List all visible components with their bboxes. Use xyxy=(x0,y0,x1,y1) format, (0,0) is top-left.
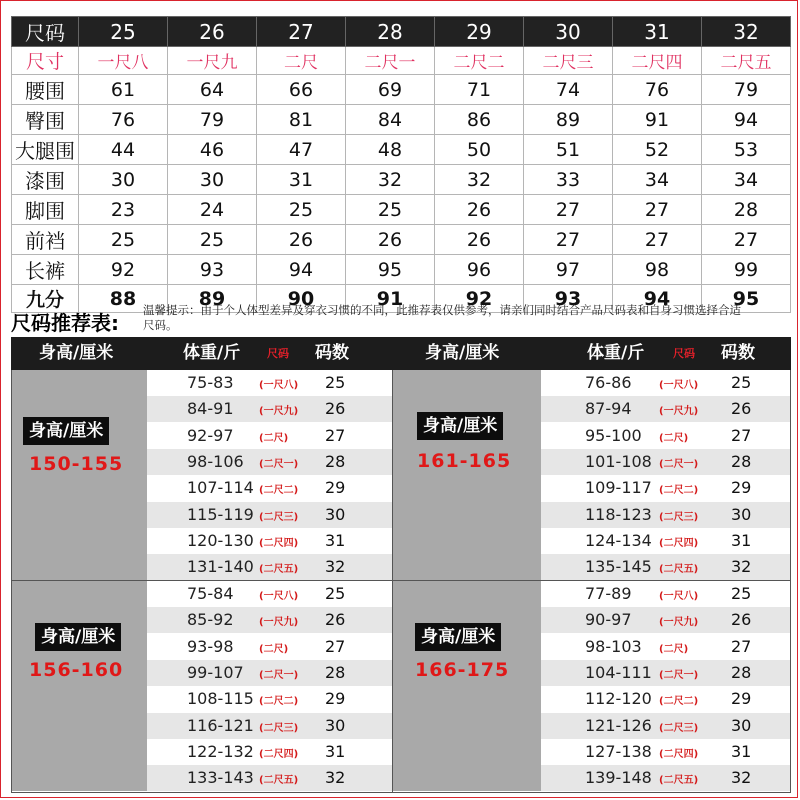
size-cn-row-label: 尺寸 xyxy=(12,47,79,75)
size-code: 27 xyxy=(731,425,752,445)
size-header-row-cell: 30 xyxy=(524,17,613,47)
weight-range: 120-130 xyxy=(187,530,254,550)
size-chinese: (一尺九) xyxy=(259,406,299,418)
recommend-row xyxy=(147,475,401,501)
size-row-cell: 26 xyxy=(346,225,435,255)
size-row-cell: 92 xyxy=(79,255,168,285)
size-row-cell: 25 xyxy=(257,195,346,225)
height-range: 150-155 xyxy=(29,453,124,475)
weight-range: 76-86 xyxy=(585,373,632,392)
weight-range: 122-132 xyxy=(187,741,254,761)
size-row-cell: 46 xyxy=(168,135,257,165)
size-cn-row-cell: 二尺一 xyxy=(346,47,435,75)
size-chinese: (二尺三) xyxy=(659,722,699,734)
size-row xyxy=(12,255,791,285)
size-table xyxy=(11,16,791,313)
size-chinese: (二尺四) xyxy=(659,537,699,549)
weight-range: 107-114 xyxy=(187,478,254,498)
size-row-cell: 94 xyxy=(702,105,791,135)
weight-range: 109-117 xyxy=(585,478,652,498)
size-row-cell: 84 xyxy=(346,105,435,135)
size-row xyxy=(12,195,791,225)
recommend-row xyxy=(147,449,401,475)
size-chinese: (一尺九) xyxy=(259,617,299,629)
weight-range: 104-111 xyxy=(585,662,652,682)
height-panel xyxy=(11,370,147,580)
size-chinese: (二尺一) xyxy=(659,458,699,470)
header-size-right: 尺码 xyxy=(673,347,695,360)
recommend-row xyxy=(147,528,401,554)
height-range: 166-175 xyxy=(415,659,510,681)
size-row-cell: 99 xyxy=(702,255,791,285)
recommend-row xyxy=(147,423,401,449)
size-row-label: 漆围 xyxy=(12,165,79,195)
size-code: 27 xyxy=(325,636,346,656)
height-panel xyxy=(393,370,541,580)
size-code: 25 xyxy=(325,584,346,603)
weight-range: 139-148 xyxy=(585,768,652,788)
height-group xyxy=(393,581,791,791)
header-code-right: 码数 xyxy=(721,343,755,363)
size-row-cell: 92 xyxy=(435,285,524,313)
size-row-cell: 26 xyxy=(435,195,524,225)
size-row-cell: 47 xyxy=(257,135,346,165)
size-row-cell: 30 xyxy=(168,165,257,195)
size-row-cell: 88 xyxy=(79,285,168,313)
size-header-row-cell: 27 xyxy=(257,17,346,47)
size-chinese: (二尺五) xyxy=(259,564,299,576)
size-row-cell: 69 xyxy=(346,75,435,105)
size-code: 25 xyxy=(731,373,752,392)
size-row-cell: 34 xyxy=(613,165,702,195)
height-tag: 身高/厘米 xyxy=(415,623,501,651)
size-row-cell: 25 xyxy=(79,225,168,255)
size-row-cell: 27 xyxy=(702,225,791,255)
height-tag: 身高/厘米 xyxy=(23,417,109,445)
size-chinese: (一尺九) xyxy=(659,617,699,629)
size-code: 28 xyxy=(731,451,752,471)
size-row-cell: 25 xyxy=(168,225,257,255)
right-border xyxy=(790,370,791,792)
recommend-row xyxy=(541,396,791,422)
size-row-cell: 93 xyxy=(524,285,613,313)
size-chinese: (二尺二) xyxy=(259,485,299,497)
height-group xyxy=(393,370,791,580)
size-chinese: (一尺九) xyxy=(659,406,699,418)
weight-range: 124-134 xyxy=(585,530,652,550)
weight-range: 92-97 xyxy=(187,425,234,445)
size-row-cell: 25 xyxy=(346,195,435,225)
size-row-cell: 32 xyxy=(435,165,524,195)
size-chinese: (二尺) xyxy=(659,432,689,444)
height-tag: 身高/厘米 xyxy=(417,412,503,440)
size-row-cell: 97 xyxy=(524,255,613,285)
size-cn-row-cell: 一尺九 xyxy=(168,47,257,75)
weight-range: 133-143 xyxy=(187,768,254,788)
weight-range: 99-107 xyxy=(187,662,244,682)
recommend-row xyxy=(541,686,791,712)
size-row-cell: 79 xyxy=(702,75,791,105)
weight-range: 121-126 xyxy=(585,715,652,735)
recommend-row xyxy=(541,502,791,528)
size-row-label: 前裆 xyxy=(12,225,79,255)
size-row-cell: 71 xyxy=(435,75,524,105)
height-range: 161-165 xyxy=(417,450,512,472)
size-row-cell: 86 xyxy=(435,105,524,135)
size-row-cell: 90 xyxy=(257,285,346,313)
header-weight-left: 体重/斤 xyxy=(183,343,241,363)
size-chinese: (一尺八) xyxy=(259,591,299,602)
size-row-label: 臀围 xyxy=(12,105,79,135)
size-code: 32 xyxy=(731,557,752,577)
weight-range: 115-119 xyxy=(187,504,254,524)
left-border xyxy=(11,370,12,792)
recommend-row xyxy=(541,634,791,660)
size-chinese: (二尺一) xyxy=(659,669,699,681)
recommend-row xyxy=(541,713,791,739)
recommend-row xyxy=(541,554,791,580)
size-header-row-cell: 26 xyxy=(168,17,257,47)
size-row-label: 长裤 xyxy=(12,255,79,285)
height-group xyxy=(11,370,401,580)
size-row-cell: 34 xyxy=(702,165,791,195)
size-row-label: 脚围 xyxy=(12,195,79,225)
size-code: 31 xyxy=(731,741,752,761)
weight-range: 135-145 xyxy=(585,557,652,577)
size-row-cell: 23 xyxy=(79,195,168,225)
recommend-row xyxy=(541,528,791,554)
size-row-label: 大腿围 xyxy=(12,135,79,165)
size-row-cell: 95 xyxy=(346,255,435,285)
weight-range: 95-100 xyxy=(585,425,642,445)
size-chinese: (二尺三) xyxy=(259,511,299,523)
size-header-row-cell: 31 xyxy=(613,17,702,47)
recommend-header xyxy=(11,337,791,370)
size-code: 32 xyxy=(731,768,752,788)
recommend-row xyxy=(541,739,791,765)
size-row-cell: 89 xyxy=(524,105,613,135)
size-row xyxy=(12,225,791,255)
weight-range: 98-103 xyxy=(585,636,642,656)
height-panel xyxy=(393,581,541,791)
size-chinese: (二尺) xyxy=(259,643,289,655)
weight-range: 93-98 xyxy=(187,636,234,656)
height-group xyxy=(11,581,401,791)
size-chinese: (一尺八) xyxy=(659,591,699,602)
recommend-table xyxy=(11,337,791,795)
weight-range: 75-84 xyxy=(187,584,234,603)
header-height-right: 身高/厘米 xyxy=(425,343,500,363)
size-row xyxy=(12,165,791,195)
size-row-cell: 32 xyxy=(346,165,435,195)
size-header-row-cell: 25 xyxy=(79,17,168,47)
size-code: 32 xyxy=(325,768,346,788)
recommend-row xyxy=(541,765,791,791)
size-code: 27 xyxy=(731,636,752,656)
center-divider xyxy=(392,370,393,792)
size-cn-row-cell: 一尺八 xyxy=(79,47,168,75)
size-row-cell: 94 xyxy=(613,285,702,313)
size-row-cell: 44 xyxy=(79,135,168,165)
size-row-cell: 30 xyxy=(79,165,168,195)
size-code: 25 xyxy=(325,373,346,392)
size-code: 28 xyxy=(731,662,752,682)
recommend-row xyxy=(147,581,401,607)
size-header-row-cell: 28 xyxy=(346,17,435,47)
weight-range: 87-94 xyxy=(585,399,632,419)
size-cn-row-cell: 二尺二 xyxy=(435,47,524,75)
weight-range: 116-121 xyxy=(187,715,254,735)
size-row-cell: 26 xyxy=(435,225,524,255)
size-chinese: (二尺) xyxy=(259,432,289,444)
size-row-cell: 48 xyxy=(346,135,435,165)
size-row xyxy=(12,135,791,165)
size-chinese: (二尺一) xyxy=(259,458,299,470)
weight-range: 85-92 xyxy=(187,610,234,630)
recommend-row xyxy=(541,475,791,501)
size-row-cell: 74 xyxy=(524,75,613,105)
header-code-left: 码数 xyxy=(315,343,349,363)
middle-divider xyxy=(11,580,791,581)
recommend-row xyxy=(147,660,401,686)
size-header-row-cell: 32 xyxy=(702,17,791,47)
size-chinese: (二尺三) xyxy=(659,511,699,523)
recommend-row xyxy=(147,370,401,396)
size-chinese: (二尺一) xyxy=(259,669,299,681)
size-row-cell: 31 xyxy=(257,165,346,195)
size-code: 28 xyxy=(325,662,346,682)
recommend-row xyxy=(147,554,401,580)
size-chinese: (二尺三) xyxy=(259,722,299,734)
size-chinese: (二尺五) xyxy=(659,775,699,787)
size-row-cell: 27 xyxy=(613,225,702,255)
size-row-cell: 50 xyxy=(435,135,524,165)
size-row-cell: 66 xyxy=(257,75,346,105)
size-row-cell: 27 xyxy=(524,195,613,225)
weight-range: 131-140 xyxy=(187,557,254,577)
size-cn-row-cell: 二尺三 xyxy=(524,47,613,75)
size-code: 30 xyxy=(731,504,752,524)
header-size-left: 尺码 xyxy=(267,347,289,360)
size-code: 26 xyxy=(731,399,752,419)
size-code: 32 xyxy=(325,557,346,577)
recommend-row xyxy=(541,607,791,633)
recommend-row xyxy=(541,370,791,396)
size-row-cell: 26 xyxy=(257,225,346,255)
size-code: 30 xyxy=(325,715,346,735)
size-row-cell: 93 xyxy=(168,255,257,285)
size-row-cell: 53 xyxy=(702,135,791,165)
size-chinese: (二尺四) xyxy=(259,748,299,760)
size-row-cell: 98 xyxy=(613,255,702,285)
size-code: 30 xyxy=(731,715,752,735)
recommend-row xyxy=(147,634,401,660)
size-row-cell: 51 xyxy=(524,135,613,165)
weight-range: 84-91 xyxy=(187,399,234,419)
size-chinese: (一尺八) xyxy=(659,380,699,391)
size-row-cell: 33 xyxy=(524,165,613,195)
recommend-row xyxy=(541,660,791,686)
size-code: 31 xyxy=(731,530,752,550)
bottom-border xyxy=(11,792,791,793)
size-row-label: 腰围 xyxy=(12,75,79,105)
recommend-row xyxy=(147,502,401,528)
size-code: 26 xyxy=(325,399,346,419)
weight-range: 101-108 xyxy=(585,451,652,471)
size-row-cell: 28 xyxy=(702,195,791,225)
size-code: 26 xyxy=(325,610,346,630)
size-row-cell: 61 xyxy=(79,75,168,105)
size-row-cell: 94 xyxy=(257,255,346,285)
size-row-cell: 24 xyxy=(168,195,257,225)
size-row-cell: 91 xyxy=(346,285,435,313)
size-cn-row-cell: 二尺四 xyxy=(613,47,702,75)
recommend-row xyxy=(147,739,401,765)
size-row-cell: 95 xyxy=(702,285,791,313)
size-cn-row-cell: 二尺五 xyxy=(702,47,791,75)
size-row xyxy=(12,105,791,135)
size-row-cell: 64 xyxy=(168,75,257,105)
weight-range: 90-97 xyxy=(585,610,632,630)
size-code: 29 xyxy=(325,478,346,498)
recommend-row xyxy=(147,765,401,791)
recommend-row xyxy=(541,581,791,607)
height-panel xyxy=(11,581,147,791)
size-code: 27 xyxy=(325,425,346,445)
size-row-cell: 27 xyxy=(524,225,613,255)
size-code: 26 xyxy=(731,610,752,630)
size-row-cell: 76 xyxy=(613,75,702,105)
size-cn-row xyxy=(12,47,791,75)
height-tag: 身高/厘米 xyxy=(35,623,121,651)
size-row-cell: 89 xyxy=(168,285,257,313)
size-row-cell: 81 xyxy=(257,105,346,135)
recommend-title: 尺码推荐表: xyxy=(11,311,119,335)
size-code: 31 xyxy=(325,741,346,761)
size-chinese: (一尺八) xyxy=(259,380,299,391)
size-header-row xyxy=(12,17,791,47)
weight-range: 112-120 xyxy=(585,689,652,709)
size-row-cell: 79 xyxy=(168,105,257,135)
recommend-row xyxy=(147,713,401,739)
weight-range: 118-123 xyxy=(585,504,652,524)
recommend-row xyxy=(147,607,401,633)
size-code: 29 xyxy=(731,478,752,498)
weight-range: 127-138 xyxy=(585,741,652,761)
weight-range: 108-115 xyxy=(187,689,254,709)
recommend-row xyxy=(541,449,791,475)
size-code: 29 xyxy=(731,689,752,709)
weight-range: 77-89 xyxy=(585,584,632,603)
size-header-row-cell: 29 xyxy=(435,17,524,47)
size-code: 30 xyxy=(325,504,346,524)
size-code: 25 xyxy=(731,584,752,603)
header-height-left: 身高/厘米 xyxy=(39,343,114,363)
size-chinese: (二尺二) xyxy=(659,485,699,497)
weight-range: 75-83 xyxy=(187,373,234,392)
header-weight-right: 体重/斤 xyxy=(587,343,645,363)
recommend-row xyxy=(147,686,401,712)
size-row xyxy=(12,75,791,105)
size-code: 31 xyxy=(325,530,346,550)
size-chinese: (二尺五) xyxy=(259,775,299,787)
size-chinese: (二尺二) xyxy=(659,696,699,708)
weight-range: 98-106 xyxy=(187,451,244,471)
size-code: 29 xyxy=(325,689,346,709)
size-chinese: (二尺) xyxy=(659,643,689,655)
size-chinese: (二尺四) xyxy=(659,748,699,760)
recommend-row xyxy=(541,423,791,449)
size-chinese: (二尺四) xyxy=(259,537,299,549)
size-code: 28 xyxy=(325,451,346,471)
recommend-note: 温馨提示：由于个人体型差异及穿衣习惯的不同，此推荐表仅供参考，请亲们同时结合产品尺码表和自身习惯选择合适尺码。 xyxy=(143,303,741,332)
size-row-label: 九分 xyxy=(12,285,79,313)
size-cn-row-cell: 二尺 xyxy=(257,47,346,75)
size-row-cell: 27 xyxy=(613,195,702,225)
size-row-cell: 76 xyxy=(79,105,168,135)
size-chinese: (二尺二) xyxy=(259,696,299,708)
height-range: 156-160 xyxy=(29,659,124,681)
size-chinese: (二尺五) xyxy=(659,564,699,576)
size-row-cell: 96 xyxy=(435,255,524,285)
recommend-row xyxy=(147,396,401,422)
size-row-cell: 91 xyxy=(613,105,702,135)
size-row-cell: 52 xyxy=(613,135,702,165)
size-header-row-label: 尺码 xyxy=(12,17,79,47)
